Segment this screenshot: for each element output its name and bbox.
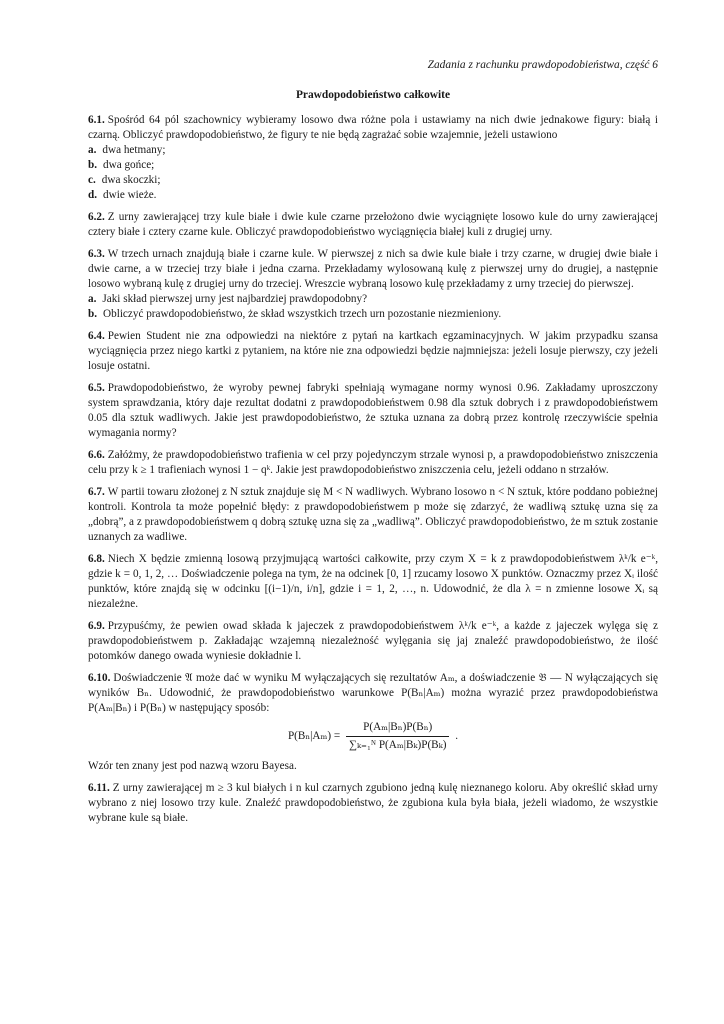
problem-number: 6.10. bbox=[88, 672, 111, 684]
problem-number: 6.7. bbox=[88, 486, 105, 498]
problem-6-1 bbox=[88, 113, 658, 203]
subitem-label: d. bbox=[88, 189, 98, 201]
page-content bbox=[88, 58, 658, 833]
subitem-text: dwie wieże. bbox=[103, 189, 157, 201]
problem-text: Pewien Student nie zna odpowiedzi na niektóre z pytań na kartkach egzaminacyjnych. W jakim przypadku szansa wyciągnięcia przez niego kartki z pytaniem, na które nie zna odpowiedzi będzie najmniejsza: jeżeli losuje pierwszy, czy jeżeli losuje ostatni. bbox=[88, 330, 658, 372]
problem-text: W partii towaru złożonej z N sztuk znajduje się M < N wadliwych. Wybrano losowo n < N sztuk, które poddano pobieżnej kontroli. Kontrola ta może popełnić błędy: z prawdopodobieństwem p może się zdarzyć, że wadliwą sztukę uzna się za „dobrą”, a z prawdopodobieństwem q dobrą sztukę uzna się za „wadliwą”. Obliczyć prawdopodobieństwo, że m sztuk zostanie uznanych za wadliwe. bbox=[88, 486, 658, 543]
problem-number: 6.9. bbox=[88, 620, 105, 632]
subitem-text: dwa gońce; bbox=[103, 159, 155, 171]
problem-6-11 bbox=[88, 781, 658, 826]
problem-6-2 bbox=[88, 210, 658, 240]
problem-6-9 bbox=[88, 619, 658, 664]
subitem-text: dwa skoczki; bbox=[101, 174, 161, 186]
subitem-text: dwa hetmany; bbox=[102, 144, 166, 156]
problem-number: 6.3. bbox=[88, 248, 105, 260]
problem-number: 6.4. bbox=[88, 330, 105, 342]
problem-6-6 bbox=[88, 448, 658, 478]
problem-number: 6.11. bbox=[88, 782, 110, 794]
subitem-label: c. bbox=[88, 174, 96, 186]
subitem bbox=[88, 173, 658, 188]
subitem-label: a. bbox=[88, 144, 97, 156]
problem-6-10 bbox=[88, 671, 658, 774]
problem-6-8 bbox=[88, 552, 658, 612]
running-header: Zadania z rachunku prawdopodobieństwa, część 6 bbox=[427, 59, 658, 71]
formula-lhs: P(Bₙ|Aₘ) = bbox=[287, 730, 341, 742]
subitem bbox=[88, 307, 658, 322]
problem-text: Przypuśćmy, że pewien owad składa k jajeczek z prawdopodobieństwem λᵏ/k e⁻ᵏ, a każde z jajeczek wylęga się z prawdopodobieństwem p. Zakładając wzajemną niezależność wylęgania się jaj znaleźć prawdopodobieństwo, że ilość potomków danego owada wyniesie dokładnie l. bbox=[88, 620, 658, 662]
problem-text: Niech X będzie zmienną losową przyjmującą wartości całkowite, przy czym X = k z prawdopodobieństwem λᵏ/k e⁻ᵏ, gdzie k = 0, 1, 2, … Doświadczenie polega na tym, że na odcinek [0, 1] rzucamy losowo X punktów. Oznaczmy przez Xᵢ ilość punktów, które znajdą się w odcinku [(i−1)/n, i/n], gdzie i = 1, 2, …, n. Udowodnić, że dla λ = n zmienne losowe Xᵢ są niezależne. bbox=[88, 553, 659, 610]
subitem-label: a. bbox=[88, 293, 97, 305]
problem-number: 6.2. bbox=[88, 211, 105, 223]
formula-fraction bbox=[346, 720, 449, 753]
subitem-text: Obliczyć prawdopodobieństwo, że skład wszystkich trzech urn pozostanie niezmieniony. bbox=[103, 308, 502, 320]
problem-text: Doświadczenie 𝔄 może dać w wyniku M wyłączających się rezultatów Aₘ, a doświadczenie 𝔅 — N wyłączających się wyników Bₙ. Udowodnić, że prawdopodobieństwo warunkowe P(Bₙ|Aₘ) można wyrazić przez prawdopodobieństwa P(Aₘ|Bₙ) i P(Bₙ) w następujący sposób: bbox=[88, 672, 658, 714]
problem-text: W trzech urnach znajdują białe i czarne kule. W pierwszej z nich sa dwie kule białe i trzy czarne, w drugiej dwie białe i dwie carne, a w trzeciej trzy białe i jedna czarna. Przekładamy wylosowaną kulę z pierwszej urny do drugiej, a następnie losowo wybraną kulę z drugiej urny do trzeciej. Wreszcie wybraną losowo kulę przekładamy z urny trzeciej do pierwszej. bbox=[88, 248, 658, 290]
problem-number: 6.5. bbox=[88, 382, 105, 394]
formula-tail: . bbox=[455, 730, 459, 742]
problem-text: Załóżmy, że prawdopodobieństwo trafienia w cel przy pojedynczym strzale wynosi p, a prawdopodobieństwo zniszczenia celu przy k ≥ 1 trafieniach wynosi 1 − qᵏ. Jakie jest prawdopodobieństwo zniszczenia celu, jeżeli oddano n strzałów. bbox=[88, 449, 658, 476]
subitem bbox=[88, 143, 658, 158]
problem-text: Z urny zawierającej trzy kule białe i dwie kule czarne przełożono dwie wyciągnięte losowo kule do urny zawierającej cztery białe i cztery czarne kule. Obliczyć prawdopodobieństwo wyciągnięcia białej kuli z drugiej urny. bbox=[88, 211, 658, 238]
formula-numerator: P(Aₘ|Bₙ)P(Bₙ) bbox=[346, 720, 449, 737]
problem-6-5 bbox=[88, 381, 658, 441]
problem-number: 6.6. bbox=[88, 449, 105, 461]
subitem-label: b. bbox=[88, 159, 98, 171]
problem-number: 6.8. bbox=[88, 553, 105, 565]
subitem bbox=[88, 158, 658, 173]
problem-6-7 bbox=[88, 485, 658, 545]
problem-6-3 bbox=[88, 247, 658, 322]
problem-text: Spośród 64 pól szachownicy wybieramy losowo dwa różne pola i ustawiamy na nich dwie jednakowe figury: białą i czarną. Obliczyć prawdopodobieństwo, że figury te nie będą zagrażać sobie wzajemnie, jeżeli ustawiono bbox=[88, 114, 658, 141]
subitem bbox=[88, 292, 658, 307]
subitem bbox=[88, 188, 658, 203]
subitem-text: Jaki skład pierwszej urny jest najbardziej prawdopodobny? bbox=[102, 293, 368, 305]
problem-number: 6.1. bbox=[88, 114, 105, 126]
problem-6-4 bbox=[88, 329, 658, 374]
bayes-formula bbox=[88, 720, 658, 753]
subitem-label: b. bbox=[88, 308, 98, 320]
section-title: Prawdopodobieństwo całkowite bbox=[295, 89, 451, 101]
problem-text: Prawdopodobieństwo, że wyroby pewnej fabryki spełniają wymagane normy wynosi 0.96. Zakładamy uproszczony system sprawdzania, który daje rezultat dodatni z prawdopodobieństwem 0.98 dla sztuk dobrych i z prawdopodobieństwem 0.05 dla sztuk wadliwych. Jakie jest prawdopodobieństwo, że sztuka uznana za dobrą przez kontrolę rzeczywiście spełnia wymagania normy? bbox=[88, 382, 658, 439]
bayes-note: Wzór ten znany jest pod nazwą wzoru Bayesa. bbox=[88, 760, 297, 772]
problem-text: Z urny zawierającej m ≥ 3 kul białych i n kul czarnych zgubiono jedną kulę nieznanego koloru. Aby określić skład urny wybrano z niej losowo trzy kule. Znaleźć prawdopodobieństwo, że zgubiona kula była biała, jeżeli wiadomo, że wszystkie wybrane kule są białe. bbox=[88, 782, 658, 824]
formula-denominator: ∑ₖ₌₁ᴺ P(Aₘ|Bₖ)P(Bₖ) bbox=[349, 739, 447, 751]
